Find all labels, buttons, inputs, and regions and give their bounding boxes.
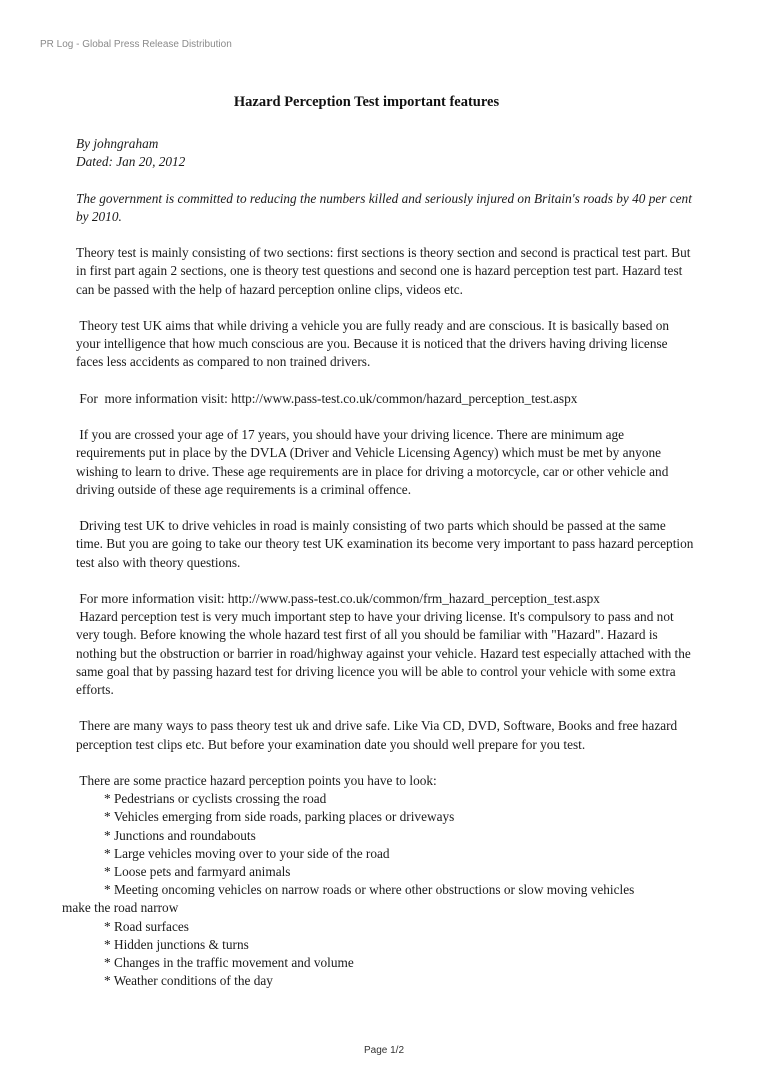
hazard-points-list (62, 790, 696, 990)
info-link-text: For more information visit: http://www.pass-test.co.uk/common/frm_hazard_perception_test.aspx (76, 590, 600, 606)
list-item: * Changes in the traffic movement and volume (104, 955, 354, 970)
dated: Dated: Jan 20, 2012 (76, 154, 186, 170)
page-title: Hazard Perception Test important features (233, 94, 500, 110)
paragraph-2: Theory test UK aims that while driving a vehicle you are fully ready and are conscious. It is basically based on your intelligence that how much conscious are you. Because it is noticed that the drivers having driving license faces less accidents as compared to non trained drivers. (76, 317, 673, 370)
list-item: * Pedestrians or cyclists crossing the road (104, 791, 327, 807)
paragraph-3: For more information visit: http://www.pass-test.co.uk/common/hazard_perception_test.aspx (76, 390, 578, 406)
paragraph-1: Theory test is mainly consisting of two sections: first sections is theory section and second is practical test part. But in first part again 2 sections, one is theory test questions and second one is hazard perception test part. Hazard test can be passed with the help of hazard perception online clips, videos etc. (76, 245, 694, 297)
paragraph-5: Driving test UK to drive vehicles in road is mainly consisting of two parts which should be passed at the same time. But you are going to take our theory test UK examination its become very important to pass hazard perception test also with theory questions. (76, 518, 697, 570)
page-number: Page 1/2 (363, 1045, 405, 1056)
list-item: * Junctions and roundabouts (104, 827, 256, 843)
paragraph-7: There are many ways to pass theory test uk and drive safe. Like Via CD, DVD, Software, Books and free hazard perception test clips etc. But before your examination date you should well prepare for you test. (76, 718, 681, 752)
list-item: * Hidden junctions & turns (104, 936, 249, 952)
list-intro: There are some practice hazard perception points you have to look: (76, 772, 437, 788)
header-source: PR Log - Global Press Release Distribution (40, 39, 232, 50)
list-item: * Vehicles emerging from side roads, parking places or driveways (104, 809, 455, 825)
lead-paragraph: The government is committed to reducing the numbers killed and seriously injured on Britain's roads by 40 per cent by 2010. (76, 190, 696, 224)
list-item: * Large vehicles moving over to your side of the road (104, 845, 390, 861)
list-item: * Meeting oncoming vehicles on narrow roads or where other obstructions or slow moving vehicles (104, 882, 635, 898)
list-item: * Loose pets and farmyard animals (104, 863, 291, 879)
article-body (62, 135, 697, 990)
list-item-continuation: make the road narrow (62, 900, 179, 916)
byline: By johngraham (76, 136, 159, 151)
list-item: * Road surfaces (104, 918, 189, 934)
paragraph-4: If you are crossed your age of 17 years, you should have your driving licence. There are minimum age requirements put in place by the DVLA (Driver and Vehicle Licensing Agency) which must be met by anyone wishing to learn to drive. These age requirements are in place for driving a motorcycle, car or other vehicle and driving outside of these age requirements is a criminal offence. (76, 427, 672, 497)
paragraph-6: Hazard perception test is very much important step to have your driving license. It's compulsory to pass and not very tough. Before knowing the whole hazard test first of all you should be familiar with "Hazard". Hazard is nothing but the obstruction or barrier in road/highway against your vehicle. Hazard test especially attached with the same goal that by passing hazard test for driving licence you will be able to control your vehicle with some extra efforts. (76, 609, 695, 697)
list-item: * Weather conditions of the day (104, 973, 273, 989)
